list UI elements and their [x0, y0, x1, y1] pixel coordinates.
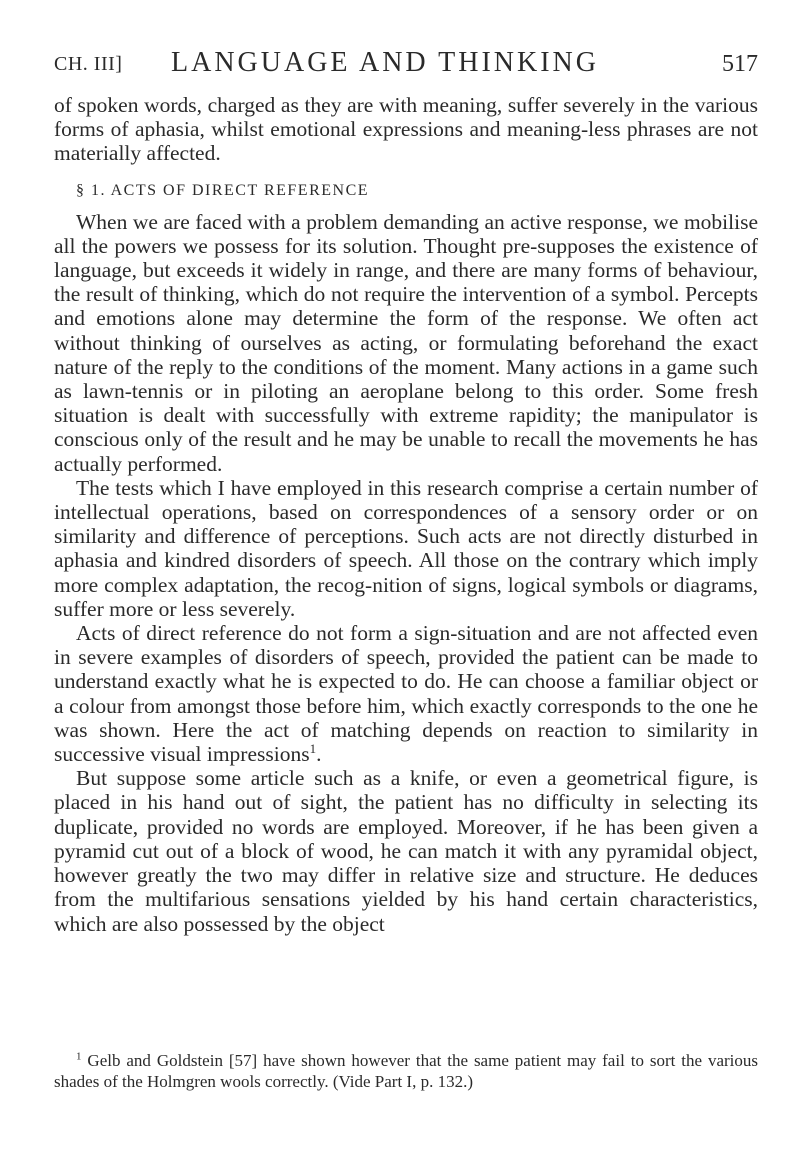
running-header: [54, 47, 758, 87]
paragraph-1: When we are faced with a problem demanding an active response, we mobilise all the powers we possess for its solution. Thought pre-supposes the existence of language, but exceeds it widely in range, and there are many forms of behaviour, the result of thinking, which do not require the intervention of a symbol. Percepts and emotions alone may determine the form of the response. We often act without thinking of ourselves as acting, or formulating beforehand the exact nature of the reply to the conditions of the moment. Many actions in a game such as lawn-tennis or in piloting an aeroplane belong to this order. Some fresh situation is dealt with successfully with extreme rapidity; the manipulator is conscious only of the result and he may be unable to recall the movements he has actually performed.: [54, 209, 758, 476]
body-text: [54, 93, 758, 936]
paragraph-3-text: Acts of direct reference do not form a sign-situation and are not affected even in severe examples of disorders of speech, provided the patient can be made to understand exactly what he is expected to do. He can choose a familiar object or a colour from amongst those before him, which exactly corresponds to the one he was shown. Here the act of matching depends on reaction to similarity in successive visual impressions: [54, 621, 758, 767]
chapter-label: CH. III]: [54, 53, 123, 75]
running-title: LANGUAGE AND THINKING: [171, 47, 599, 78]
footnote-text: Gelb and Goldstein [57] have shown however that the same patient may fail to sort the various shades of the Holmgren wools correctly. (Vide Part I, p. 132.): [54, 1051, 758, 1091]
footnote-reference: 1: [309, 740, 317, 756]
intro-paragraph: of spoken words, charged as they are with meaning, suffer severely in the various forms of aphasia, whilst emotional expressions and meaning-less phrases are not materially affected.: [54, 93, 758, 166]
footnote: [54, 1050, 758, 1092]
footnote-mark: 1: [76, 1050, 82, 1063]
paragraph-2: The tests which I have employed in this research comprise a certain number of intellectual operations, based on correspondences of a sensory order or on similarity and difference of perceptions. Such acts are not directly disturbed in aphasia and kindred disorders of speech. All those on the contrary which imply more complex adaptation, the recog-nition of signs, logical symbols or diagrams, suffer more or less severely.: [54, 475, 758, 621]
paragraph-3: Acts of direct reference do not form a sign-situation and are not affected even in severe examples of disorders of speech, provided the patient can be made to understand exactly what he is expected to do. He can choose a familiar object or a colour from amongst those before him, which exactly corresponds to the one he was shown. Here the act of matching depends on reaction to similarity in successive visual impressions$^1$.: [54, 621, 758, 767]
section-heading: § 1. ACTS OF DIRECT REFERENCE: [76, 181, 370, 199]
page-number: 517: [722, 51, 758, 77]
paragraph-4: But suppose some article such as a knife, or even a geometrical figure, is placed in his hand out of sight, the patient has no difficulty in selecting its duplicate, provided no words are employed. Moreover, if he has been given a pyramid cut out of a block of wood, he can match it with any pyramidal object, however greatly the two may differ in relative size and structure. He deduces from the multifarious sensations yielded by his hand certain characteristics, which are also possessed by the object: [54, 766, 758, 936]
